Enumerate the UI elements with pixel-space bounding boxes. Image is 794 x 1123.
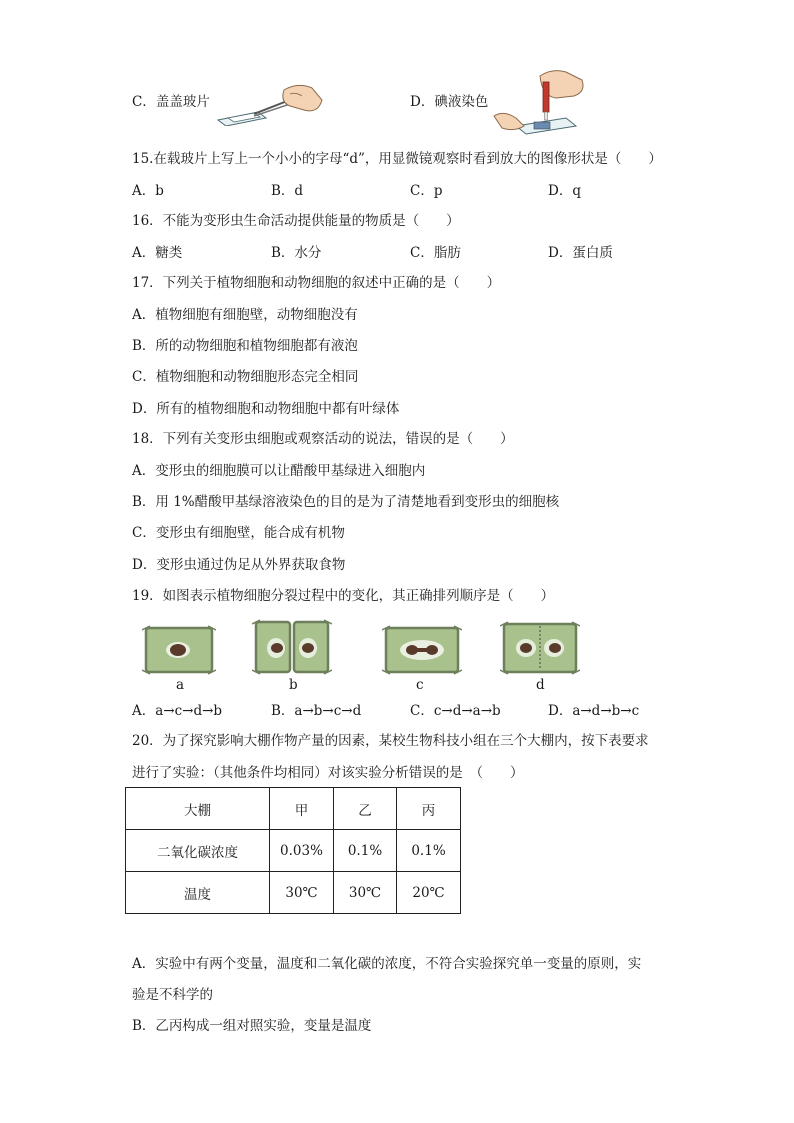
q18-option-a: A．变形虫的细胞膜可以让醋酸甲基绿进入细胞内 [132,463,426,479]
experiment-table [125,787,461,914]
q15-option-b: B．d [271,183,304,199]
q17-stem: 17．下列关于植物细胞和动物细胞的叙述中正确的是（ ） [132,275,501,291]
q20-stem-line1: 20．为了探究影响大棚作物产量的因素，某校生物科技小组在三个大棚内，按下表要求 [132,733,649,749]
q16-stem: 16．不能为变形虫生命活动提供能量的物质是（ ） [132,213,460,229]
q19-option-a: A．a→c→d→b [132,703,223,719]
q17-option-b: B．所的动物细胞和植物细胞都有液泡 [132,338,358,354]
q18-option-b: B．用 1%醋酸甲基绿溶液染色的目的是为了清楚地看到变形虫的细胞核 [132,494,560,510]
q14-option-d: D．碘液染色 [410,94,489,110]
q16-options [132,243,692,263]
table-row [126,830,461,872]
table-header-cell: 大棚 [126,788,270,830]
table-cell: 二氧化碳浓度 [126,830,270,872]
cell-diagram-c [382,624,462,676]
q17-option-a: A．植物细胞有细胞壁，动物细胞没有 [132,307,358,323]
q16-option-c: C．脂肪 [410,245,461,261]
q19-option-c: C．c→d→a→b [410,703,501,719]
q15-option-d: D．q [548,183,581,199]
q16-option-a: A．糖类 [132,245,183,261]
q15-stem: 15.在载玻片上写上一个小小的字母“d”，用显微镜观察时看到放大的图像形状是（ ） [132,151,662,167]
cell-diagram-d [500,620,580,676]
q16-option-d: D．蛋白质 [548,245,613,261]
q17-option-c: C．植物细胞和动物细胞形态完全相同 [132,369,359,385]
iodine-staining-illustration [490,68,590,136]
q14-option-c: C．盖盖玻片 [132,94,210,110]
cell-label-a: a [176,677,185,693]
table-cell: 0.1% [334,830,397,872]
q17-option-d: D．所有的植物细胞和动物细胞中都有叶绿体 [132,401,400,417]
table-cell: 0.1% [397,830,461,872]
cell-diagram-b [252,618,332,676]
q19-option-b: B．a→b→c→d [271,703,362,719]
q16-option-b: B．水分 [271,245,322,261]
q15-options [132,181,692,201]
q18-option-d: D．变形虫通过伪足从外界获取食物 [132,557,346,573]
q15-option-c: C．p [410,183,443,199]
table-row [126,872,461,914]
q19-option-d: D．a→d→b→c [548,703,640,719]
q20-stem-line2: 进行了实验：（其他条件均相同）对该实验分析错误的是 （ ） [132,765,524,781]
table-header-row [126,788,461,830]
q20-option-a-line1: A．实验中有两个变量，温度和二氧化碳的浓度，不符合实验探究单一变量的原则，实 [132,956,642,972]
table-header-cell: 甲 [270,788,334,830]
table-cell: 20℃ [397,872,461,914]
q19-stem: 19．如图表示植物细胞分裂过程中的变化，其正确排列顺序是（ ） [132,588,555,604]
table-header-cell: 乙 [334,788,397,830]
q19-options [132,701,692,721]
coverslip-hand-illustration [214,80,324,126]
q20-option-b: B．乙丙构成一组对照实验，变量是温度 [132,1018,372,1034]
q18-option-c: C．变形虫有细胞壁，能合成有机物 [132,525,345,541]
q18-stem: 18．下列有关变形虫细胞或观察活动的说法，错误的是（ ） [132,431,514,447]
cell-diagram-a [142,624,216,676]
table-cell: 0.03% [270,830,334,872]
cell-label-c: c [416,677,424,693]
table-cell: 30℃ [270,872,334,914]
cell-label-d: d [536,677,545,693]
table-cell: 30℃ [334,872,397,914]
table-cell: 温度 [126,872,270,914]
cell-label-b: b [289,677,298,693]
q20-option-a-line2: 验是不科学的 [132,987,213,1003]
table-header-cell: 丙 [397,788,461,830]
q15-option-a: A．b [132,183,164,199]
